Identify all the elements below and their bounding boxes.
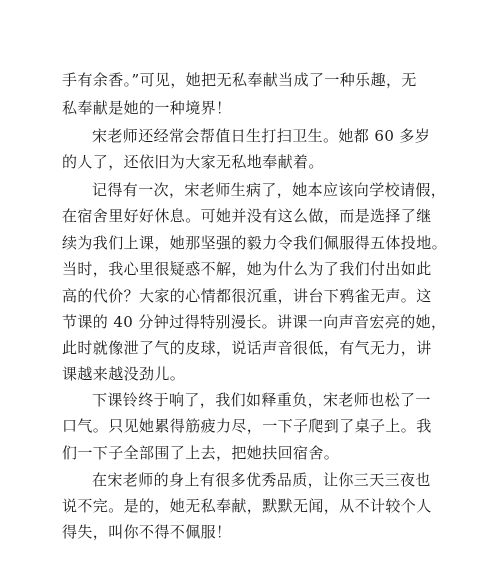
text-line: 口气。只见她累得筋疲力尽，一下子爬到了桌子上。我 (62, 417, 432, 435)
text-line: 课越来越没劲儿。 (62, 365, 186, 383)
text-line: 此时就像泄了气的皮球，说话声音很低，有气无力，讲 (62, 339, 432, 357)
text-line: 高的代价？大家的心情都很沉重，讲台下鸦雀无声。这 (62, 287, 432, 305)
text-line: 说不完。是的，她无私奉献，默默无闻，从不计较个人 (62, 497, 432, 515)
text-line: 得失，叫你不得不佩服！ (62, 523, 232, 541)
text-line: 在宋老师的身上有很多优秀品质，让你三天三夜也 (92, 471, 431, 489)
text-line: 下课铃终于响了，我们如释重负，宋老师也松了一 (92, 391, 431, 409)
text-line: 当时，我心里很疑惑不解，她为什么为了我们付出如此 (62, 260, 432, 278)
text-line: 手有余香。”可见，她把无私奉献当成了一种乐趣，无 (62, 71, 417, 89)
text-line: 记得有一次，宋老师生病了，她本应该向学校请假， (92, 181, 447, 199)
text-line: 们一下子全部围了上去，把她扶回宿舍。 (62, 444, 340, 462)
text-line: 续为我们上课，她那坚强的毅力令我们佩服得五体投地。 (62, 234, 448, 252)
text-line: 在宿舍里好好休息。可她并没有这么做，而是选择了继 (62, 207, 432, 225)
text-line: 节课的 40 分钟过得特别漫长。讲课一向声音宏亮的她， (62, 313, 447, 331)
text-line: 的人了，还依旧为大家无私地奉献着。 (62, 153, 324, 171)
text-line: 宋老师还经常会帮值日生打扫卫生。她都 60 多岁 (92, 127, 431, 145)
text-line: 私奉献是她的一种境界！ (62, 99, 232, 117)
